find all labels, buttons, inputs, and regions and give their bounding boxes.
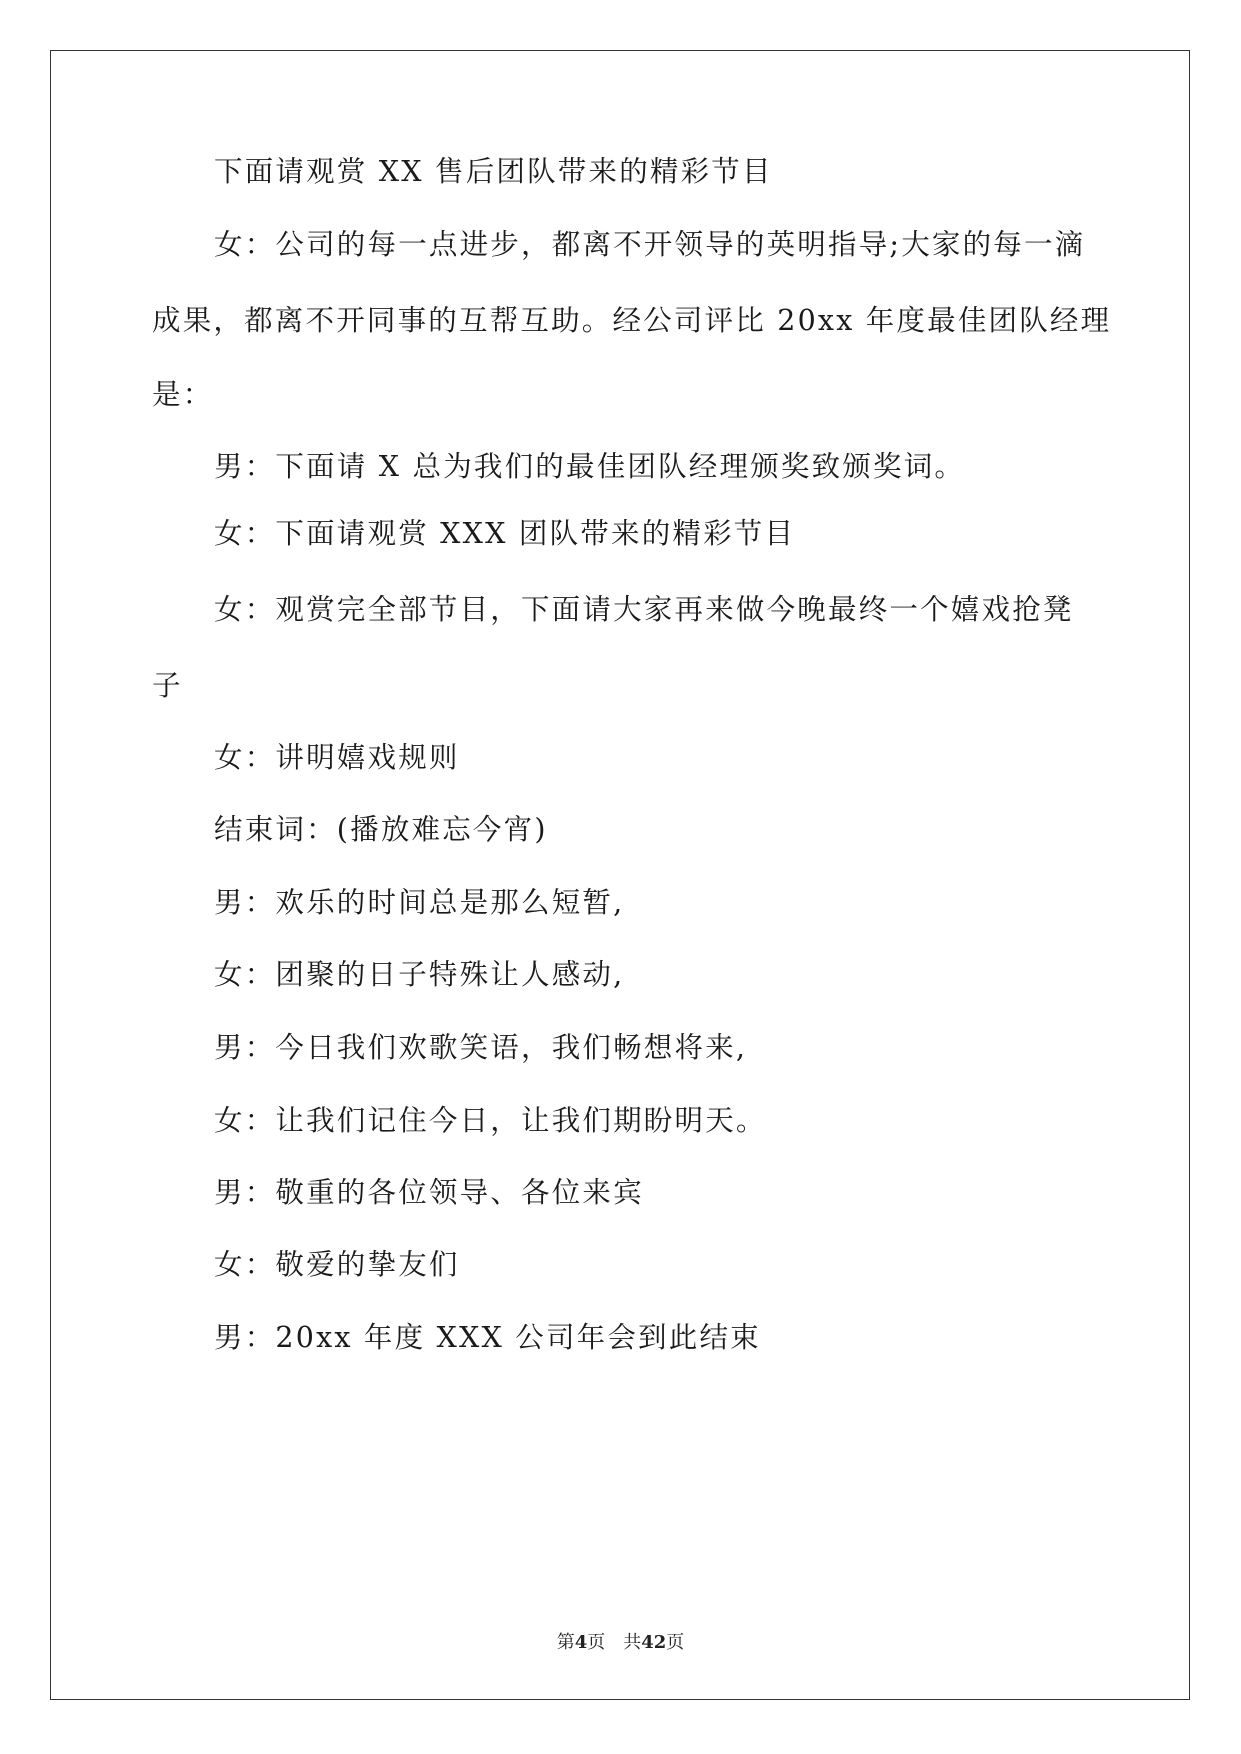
total-suffix: 页 <box>666 1632 685 1653</box>
text-line: 女：讲明嬉戏规则 <box>214 741 460 774</box>
text-line: 女：下面请观赏 XXX 团队带来的精彩节目 <box>214 517 796 550</box>
page-border <box>50 50 1190 1700</box>
text-line: 女：让我们记住今日，让我们期盼明天。 <box>214 1104 767 1137</box>
page-suffix: 页 <box>587 1632 606 1653</box>
text-line: 是： <box>152 378 214 411</box>
text-line: 下面请观赏 XX 售后团队带来的精彩节目 <box>214 155 773 188</box>
page-number: 4 <box>574 1632 588 1653</box>
total-pages: 42 <box>641 1632 667 1653</box>
text-line: 男：欢乐的时间总是那么短暂, <box>214 886 625 919</box>
page-prefix: 第 <box>556 1632 575 1653</box>
page-footer <box>0 1628 1241 1654</box>
text-line: 女：敬爱的挚友们 <box>214 1248 460 1281</box>
text-line: 女：团聚的日子特殊让人感动, <box>214 958 625 991</box>
text-line: 男：今日我们欢歌笑语，我们畅想将来, <box>214 1031 748 1064</box>
text-line: 女：公司的每一点进步，都离不开领导的英明指导;大家的每一滴 <box>214 228 1086 261</box>
text-line: 男：下面请 X 总为我们的最佳团队经理颁奖致颁奖词。 <box>214 450 966 483</box>
text-line: 结束词：(播放难忘今宵) <box>214 813 548 846</box>
total-prefix: 共 <box>623 1632 642 1653</box>
text-line: 成果，都离不开同事的互帮互助。经公司评比 20xx 年度最佳团队经理 <box>152 304 1112 337</box>
text-line: 女：观赏完全部节目，下面请大家再来做今晚最终一个嬉戏抢凳 <box>214 593 1074 626</box>
text-line: 男：敬重的各位领导、各位来宾 <box>214 1176 644 1209</box>
text-line: 男：20xx 年度 XXX 公司年会到此结束 <box>214 1321 761 1354</box>
text-line: 子 <box>152 669 183 702</box>
